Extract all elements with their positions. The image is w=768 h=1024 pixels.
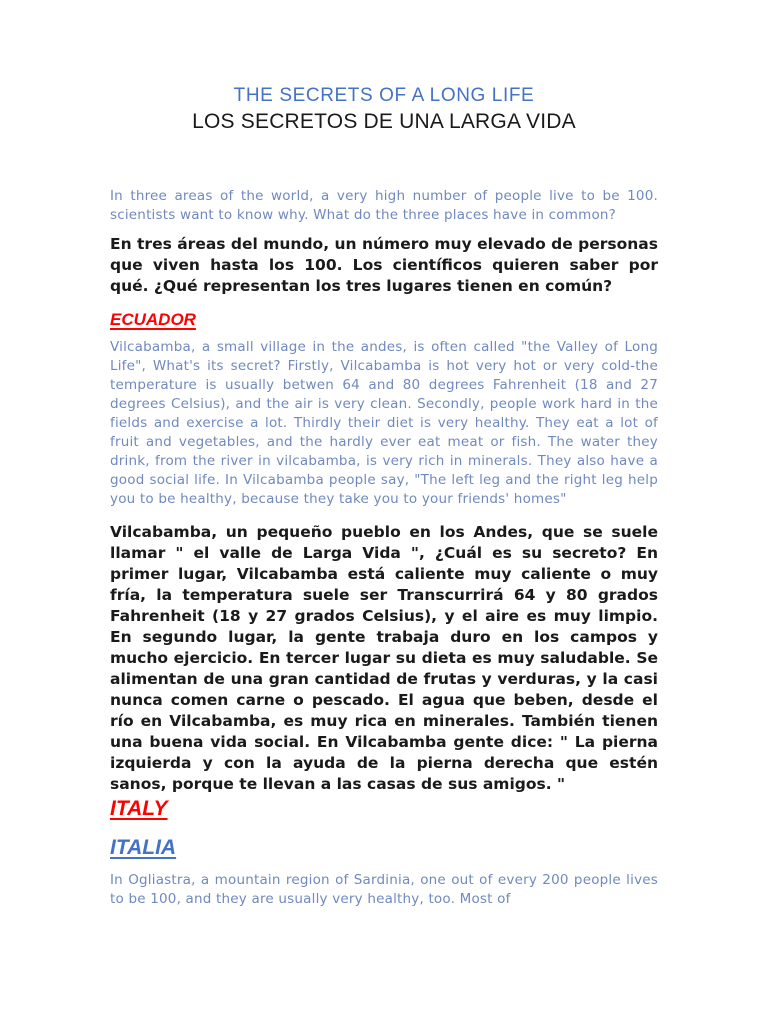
italia-heading-row [110, 821, 658, 860]
italy-heading-row [110, 795, 658, 821]
page-title-spanish: LOS SECRETOS DE UNA LARGA VIDA [192, 110, 576, 133]
intro-paragraph-spanish: En tres áreas del mundo, un número muy elevado de personas que viven hasta los 100. Los científicos quieren saber por qué. ¿Qué representan los tres lugares tienen en común? [110, 235, 658, 295]
section-heading-ecuador: ECUADOR [110, 310, 196, 329]
page-title-english: THE SECRETS OF A LONG LIFE [233, 85, 535, 106]
italy-paragraph-english: In Ogliastra, a mountain region of Sardinia, one out of every 200 people lives to be 100, and they are usually very healthy, too. Most of [110, 872, 658, 907]
ecuador-heading-row [110, 297, 658, 330]
title-block [110, 84, 658, 135]
section-heading-italy: ITALY [110, 797, 168, 820]
ecuador-paragraph-spanish: Vilcabamba, un pequeño pueblo en los Andes, que se suele llamar " el valle de Larga Vida ", ¿Cuál es su secreto? En primer lugar, Vilcabamba está caliente muy caliente o muy fría, la temperatura suele ser Transcurrirá 64 y 80 grados Fahrenheit (18 y 27 grados Celsius), y el aire es muy limpio. En segundo lugar, la gente trabaja duro en los campos y mucho ejercicio. En tercer lugar su dieta es muy saludable. Se alimentan de una gran cantidad de frutas y verduras, y la casi nunca comen carne o pescado. El agua que beben, desde el río en Vilcabamba, es muy rica en minerales. También tienen una buena vida social. En Vilcabamba gente dice: " La pierna izquierda y con la ayuda de la pierna derecha que estén sanos, porque te llevan a las casas de sus amigos. " [110, 523, 658, 793]
section-heading-italia: ITALIA [110, 836, 177, 859]
intro-paragraph-english: In three areas of the world, a very high number of people live to be 100. scientists want to know why. What do the three places have in common? [110, 188, 658, 223]
ecuador-paragraph-english: Vilcabamba, a small village in the andes, is often called "the Valley of Long Life", What's its secret? Firstly, Vilcabamba is hot very hot or very cold-the temperature is usually betwen 64 and 80 degrees Fahrenheit (18 and 27 degrees Celsius), and the air is very clean. Secondly, people work hard in the fields and exercise a lot. Thirdly their diet is very healthy. They eat a lot of fruit and vegetables, and the hardly ever eat meat or fish. The water they drink, from the river in vilcabamba, is very rich in minerals. They also have a good social life. In Vilcabamba people say, "The left leg and the right leg help you to be healthy, because they take you to your friends' homes" [110, 339, 658, 507]
